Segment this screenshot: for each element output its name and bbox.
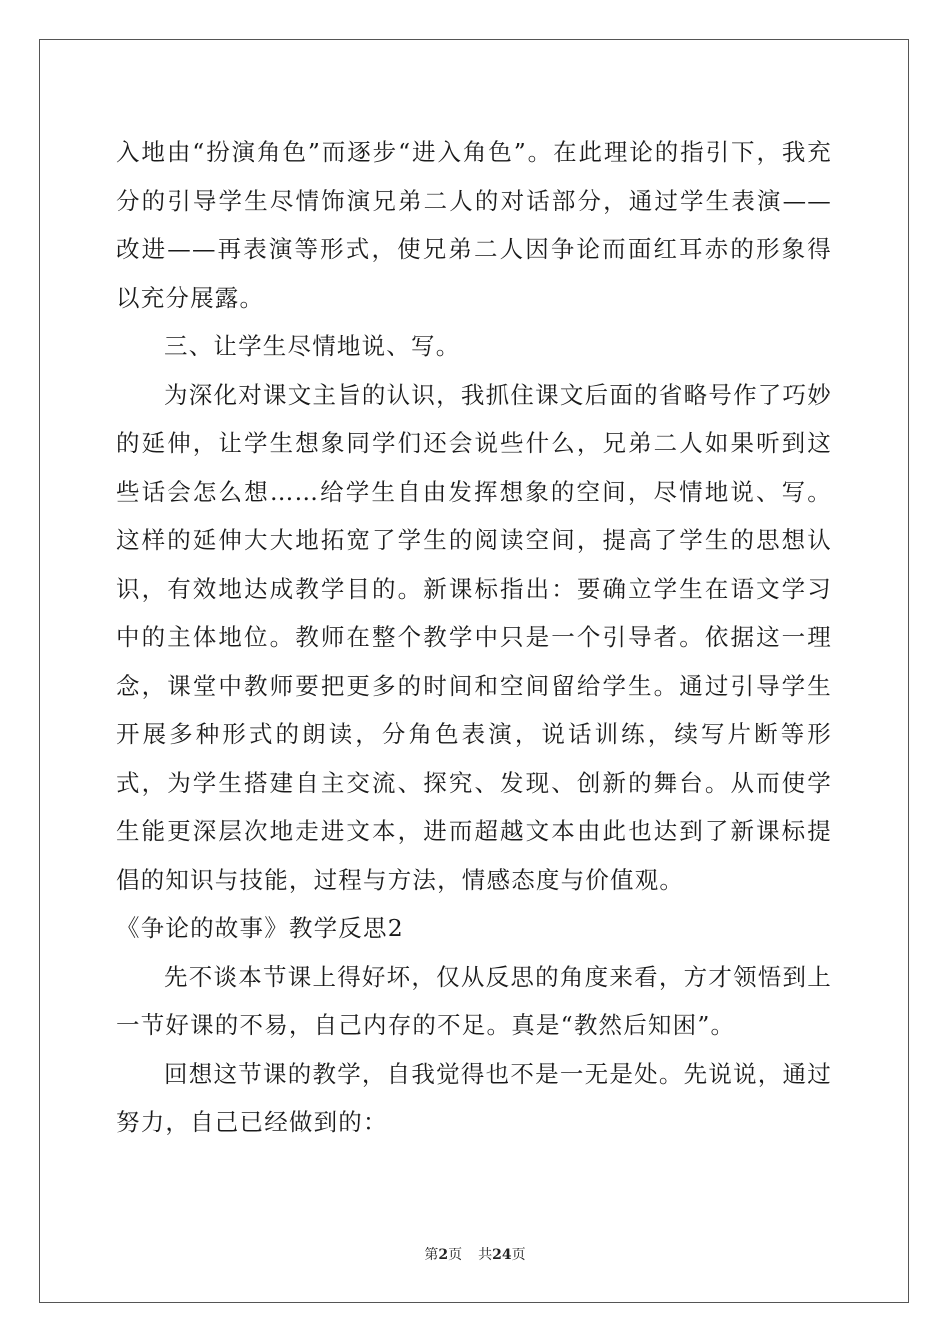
footer-total-suffix: 页 [511, 1247, 526, 1263]
paragraph-2: 为深化对课文主旨的认识，我抓住课文后面的省略号作了巧妙的延伸，让学生想象同学们还会说些什么，兄弟二人如果听到这些话会怎么想……给学生自由发挥想象的空间，尽情地说、写。这样的延伸大大地拓宽了学生的阅读空间，提高了学生的思想认识，有效地达成教学目的。新课标指出：要确立学生在语文学习中的主体地位。教师在整个教学中只是一个引导者。依据这一理念，课堂中教师要把更多的时间和空间留给学生。通过引导学生开展多种形式的朗读，分角色表演，说话训练，续写片断等形式，为学生搭建自主交流、探究、发现、创新的舞台。从而使学生能更深层次地走进文本，进而超越文本由此也达到了新课标提倡的知识与技能，过程与方法，情感态度与价值观。 [116, 380, 832, 894]
section-title: 《争论的故事》教学反思2 [116, 914, 404, 942]
page-footer [0, 1244, 950, 1264]
section-heading-3: 三、让学生尽情地说、写。 [164, 332, 461, 360]
paragraph-1: 入地由“扮演角色”而逐步“进入角色”。在此理论的指引下，我充分的引导学生尽情饰演兄弟二人的对话部分，通过学生表演——改进——再表演等形式，使兄弟二人因争论而面红耳赤的形象得以充分展露。 [116, 138, 832, 312]
paragraph-4: 回想这节课的教学，自我觉得也不是一无是处。先说说，通过努力，自己已经做到的： [116, 1059, 832, 1136]
paragraph-3: 先不谈本节课上得好坏，仅从反思的角度来看，方才领悟到上一节好课的不易，自己内存的不足。真是“教然后知困”。 [116, 962, 832, 1039]
document-body [116, 128, 832, 1147]
current-page-number: 2 [438, 1247, 449, 1263]
footer-page-suffix: 页 [448, 1247, 463, 1263]
footer-prefix: 第 [424, 1247, 439, 1263]
footer-total-prefix: 共 [478, 1247, 493, 1263]
total-page-count: 24 [492, 1247, 512, 1263]
